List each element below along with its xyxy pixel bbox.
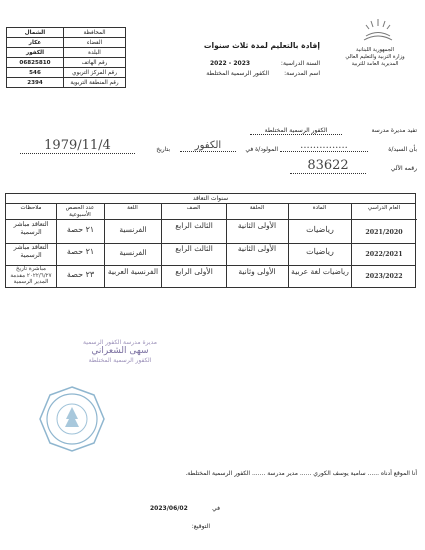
table-row-3-class: الأولى الرابع [175,267,213,276]
header-subject: المادة [288,203,351,220]
ministry-line-2: وزارة التربية والتعليم العالي [345,54,405,60]
ministry-line-1: الجمهورية اللبنانية [355,47,395,53]
table-row-1-subject: رياضيات [306,225,334,234]
table-caption: سنوات التعاقد [6,194,415,204]
table-row-2-hours: ٢١ حصة [66,247,95,256]
stamp-line-2: سهى الشعراني [91,346,149,356]
birth-date: 1979/11/4 [20,138,135,154]
school-name: الكفور الرسمية المختلطة [206,70,269,77]
born-in-label: المولود/ة في [245,146,278,153]
ministry-line-3: المديرية العامة للتربية [351,61,399,67]
stamp-line-1: مديرة مدرسة الكفور الرسمية [83,339,157,346]
stamp-line-3: الكفور الرسمية المختلطة [88,357,152,364]
header-year: العام الدراسي [351,203,417,220]
table-row-3-cycle: الأولى وثانية [238,267,276,276]
header-class: الصف [161,203,226,220]
table-row-2-cycle: الأولى الثانية [237,244,277,253]
info-row: الكفور البلدة [7,48,126,58]
header-cycle: الحلقة [226,203,288,220]
footer-statement: أنا الموقع أدناه ...... سامية يوسف الكوري ...... مدير مدرسة ....... الكفور الرسمية المختلطة. [185,470,417,477]
student-name: ............... [280,140,368,152]
school-stamp-text [60,338,180,365]
header-hours: عدد الحصص الأسبوعية [56,203,104,220]
table-row-3-year: 2023/2022 [365,273,403,280]
table-row-2-language: الفرنسية [119,248,147,257]
header-language: اللغة [104,203,161,220]
table-row-1-language: الفرنسية [119,225,147,234]
table-row-2-notes: التعاقد مباشر الرسمية [13,244,49,259]
table-row-2-class: الثالث الرابع [175,244,213,253]
footer-date-prefix: في [212,505,220,512]
ministry-logo [360,16,396,44]
table-row-1-hours: ٢١ حصة [66,225,95,234]
born-in: الكفور [180,140,236,152]
table-row-2-subject: رياضيات [306,247,334,256]
table-row-3-hours: ٢٣ حصة [66,270,95,279]
student-number-label: رقمه الآلي [390,165,417,172]
declaration-school: الكفور الرسمية المختلطة [250,127,342,135]
table-row-1-cycle: الأولى الثانية [237,221,277,230]
footer-date: 2023/06/02 [150,505,188,512]
school-label: اسم المدرسة: [284,70,320,77]
signature-label: التوقيع: [191,523,210,530]
info-row: 546 رقم المركز التربوي [7,68,126,78]
info-row: 06825810 رقم الهاتف [7,58,126,68]
student-number: 83622 [290,158,366,174]
table-row-3-subject: رياضيات لغة عربية [291,267,349,276]
info-row: الشمال المحافظة [7,28,126,38]
academic-year: 2022 - 2023 [210,60,251,67]
table-row-1-notes: التعاقد مباشر الرسمية [13,221,49,236]
table-row-3-notes: مباشرة تاريخ ٢٠٢٢/٦/٢٧ مقدمة المدير الرسمية [10,266,52,285]
teaching-years-table [5,193,416,288]
student-label: بأن السيد/ة [388,146,417,153]
table-row-1-year: 2021/2020 [365,229,403,236]
table-row-3-language: الفرنسية العربية [107,267,159,276]
declaration-prefix: تفيد مديرة مدرسة [371,127,417,134]
info-row: عكار القضاء [7,38,126,48]
birth-date-label: بتاريخ [156,146,170,153]
official-seal [38,385,106,453]
school-info-table [6,27,126,88]
table-row-2-year: 2022/2021 [365,251,403,258]
info-row: 2394 رقم المنطقة التربوية [7,78,126,88]
page-title: إفادة بالتعليم لمدة ثلاث سنوات [203,41,320,50]
header-notes: ملاحظات [6,203,56,220]
table-row-1-class: الثالث الرابع [175,221,213,230]
academic-year-label: السنة الدراسية: [280,60,320,67]
